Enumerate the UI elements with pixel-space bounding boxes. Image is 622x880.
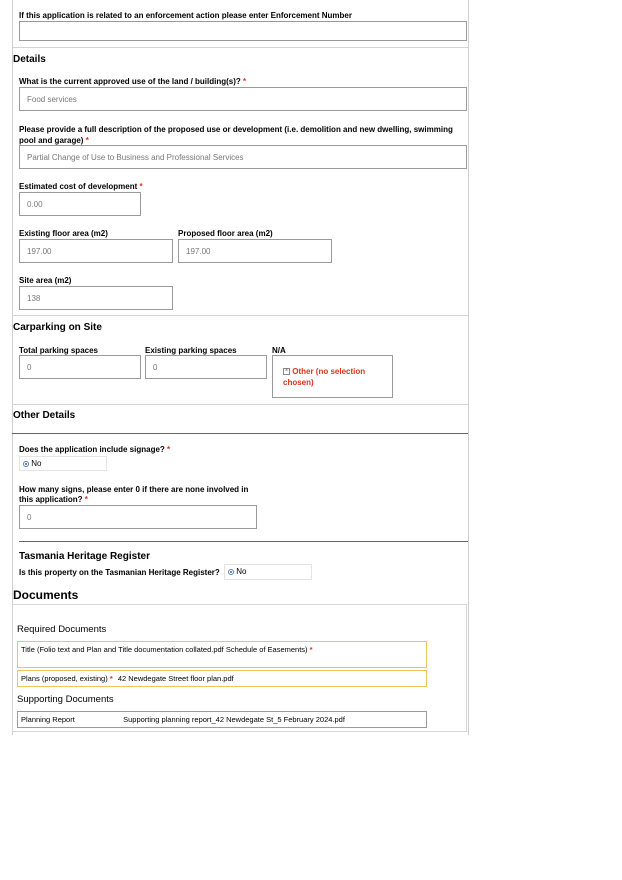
heritage-question: Is this property on the Tasmanian Heritage Register? — [19, 568, 220, 577]
form-right-border — [468, 0, 469, 735]
other-details-heading: Other Details — [13, 410, 76, 421]
existing-floor-input[interactable]: 197.00 — [19, 239, 173, 263]
close-box-icon: × — [284, 368, 289, 375]
radio-selected-icon[interactable] — [228, 569, 234, 575]
enforcement-label: If this application is related to an enforcement action please enter Enforcement Number — [19, 11, 352, 20]
total-parking-input[interactable]: 0 — [19, 355, 141, 379]
doc-file-link[interactable]: 42 Newdegate Street floor plan.pdf — [117, 674, 234, 683]
signs-count-label: How many signs, please enter 0 if there are none involved in this application? * — [19, 485, 249, 504]
carparking-heading: Carparking on Site — [13, 322, 102, 333]
required-doc-row[interactable]: Title (Folio text and Plan and Title documentation collated.pdf Schedule of Easements) * — [17, 641, 427, 668]
doc-label: Plans (proposed, existing) — [21, 674, 108, 683]
na-label: N/A — [272, 346, 286, 355]
total-parking-label: Total parking spaces — [19, 346, 98, 355]
approved-use-input[interactable]: Food services — [19, 87, 467, 111]
section-rule — [19, 541, 468, 542]
site-area-label: Site area (m2) — [19, 276, 72, 285]
existing-parking-label: Existing parking spaces — [145, 346, 237, 355]
signage-radio-group[interactable]: No — [19, 456, 107, 471]
doc-label: Planning Report — [21, 715, 75, 724]
signs-count-input[interactable]: 0 — [19, 505, 257, 529]
proposed-floor-input[interactable]: 197.00 — [178, 239, 332, 263]
site-area-input[interactable]: 138 — [19, 286, 173, 310]
heritage-heading: Tasmania Heritage Register — [19, 551, 150, 562]
heritage-radio-group[interactable]: No — [224, 564, 312, 580]
description-input[interactable]: Partial Change of Use to Business and Professional Services — [19, 145, 467, 169]
details-heading: Details — [13, 54, 46, 65]
radio-selected-icon[interactable] — [23, 461, 29, 467]
doc-file-link[interactable]: Supporting planning report_42 Newdegate St_5 February 2024.pdf — [123, 715, 345, 724]
supporting-documents-heading: Supporting Documents — [17, 694, 114, 705]
supporting-doc-row[interactable] — [17, 711, 427, 728]
section-rule — [12, 433, 468, 434]
na-option[interactable]: × Other (no selection chosen) — [283, 367, 366, 387]
required-documents-heading: Required Documents — [17, 624, 107, 635]
cost-input[interactable]: 0.00 — [19, 192, 141, 216]
signage-label: Does the application include signage? * — [19, 445, 171, 454]
documents-heading: Documents — [13, 588, 79, 602]
cost-label: Estimated cost of development * — [19, 182, 143, 191]
doc-label: Title (Folio text and Plan and Title documentation collated.pdf Schedule of Easements) — [21, 645, 308, 654]
divider — [12, 47, 468, 48]
enforcement-number-input[interactable] — [19, 21, 467, 41]
required-doc-row[interactable]: Plans (proposed, existing) * 42 Newdegate Street floor plan.pdf — [17, 670, 427, 687]
proposed-floor-label: Proposed floor area (m2) — [178, 229, 273, 238]
na-selection-box[interactable] — [272, 355, 393, 398]
existing-parking-input[interactable]: 0 — [145, 355, 267, 379]
existing-floor-label: Existing floor area (m2) — [19, 229, 108, 238]
approved-use-label: What is the current approved use of the land / building(s)? * — [19, 77, 247, 86]
divider — [12, 315, 468, 316]
description-label: Please provide a full description of the proposed use or development (i.e. demolition and new dwelling, swimming pool and garage) * — [19, 125, 453, 145]
divider — [12, 404, 468, 405]
